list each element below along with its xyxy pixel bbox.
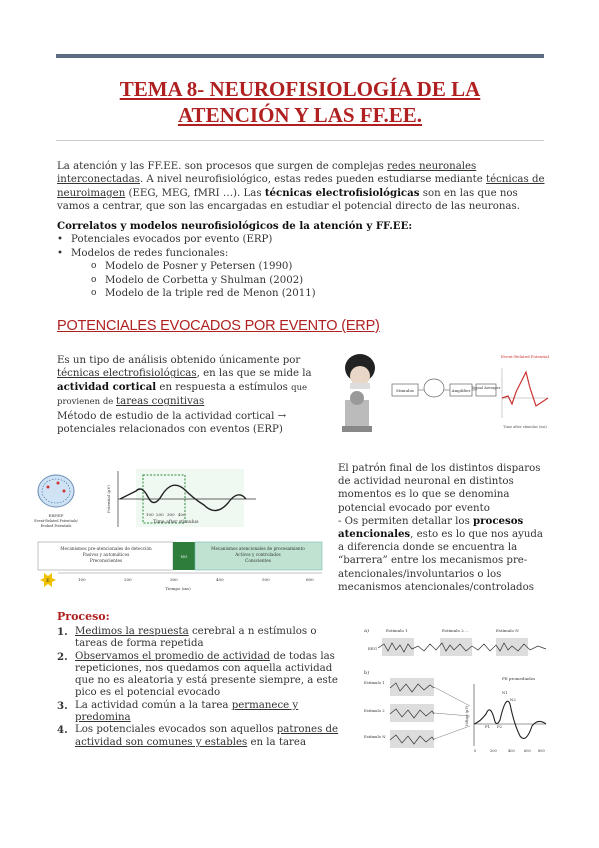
participant-chair-icon	[342, 391, 372, 432]
svg-text:P1: P1	[485, 724, 490, 729]
svg-text:Voltaje (μV): Voltaje (μV)	[465, 705, 469, 727]
title-line-2: ATENCIÓN Y LAS FF.EE.	[177, 103, 423, 127]
brain-icon	[424, 379, 444, 397]
svg-text:N1: N1	[502, 690, 508, 695]
svg-text:Amplifier: Amplifier	[451, 388, 471, 393]
eeg-cap-head-icon	[345, 354, 375, 389]
correlatos-block	[57, 220, 545, 300]
svg-text:0: 0	[474, 749, 477, 753]
erp-setup-figure	[340, 348, 552, 438]
svg-text:Estímulo N: Estímulo N	[364, 734, 386, 739]
svg-text:N2: N2	[510, 697, 516, 702]
svg-text:Estímulo 1: Estímulo 1	[386, 628, 408, 633]
svg-text:a): a)	[364, 628, 369, 634]
svg-text:E: E	[46, 578, 50, 584]
svg-text:PE promediados: PE promediados	[502, 676, 536, 681]
attention-mechanisms-figure	[28, 465, 328, 605]
svg-text:Time after stimulus (ms): Time after stimulus (ms)	[503, 425, 547, 429]
svg-text:100: 100	[146, 512, 154, 517]
svg-text:Estímulo 1: Estímulo 1	[364, 680, 385, 685]
svg-text:Potential (μV): Potential (μV)	[106, 485, 111, 513]
svg-text:Event-Related Potential: Event-Related Potential	[501, 354, 549, 359]
page-title	[40, 76, 560, 128]
svg-text:200: 200	[124, 577, 132, 582]
svg-text:Pasivos y automáticos: Pasivos y automáticos	[82, 552, 130, 557]
patron-paragraph: El patrón final de los distintos disparos de actividad neuronal en distintos momentos es lo que se denomina potencial evocado por evento - Os permiten detallar los procesos atencionales, esto es lo que nos ayuda a diferencia donde se encuentra la “barrera” entre los mecanismos pre-atencionales/involuntarios o los mecanismos atencionales/controlados	[338, 463, 543, 593]
svg-text:300: 300	[167, 512, 175, 517]
step-item: 3. La actividad común a la tarea permanece y predomina	[57, 699, 299, 724]
svg-text:Mecanismos pre-atencionales de: Mecanismos pre-atencionales de detección	[60, 546, 152, 551]
intro-paragraph: La atención y las FF.EE. son procesos que surgen de complejas redes neuronales interconectadas. A nivel neurofisiológico, estas redes pueden estudiarse mediante técnicas de neuroimagen (EEG, MEG, fMRI …). Las técnicas electrofisiológicas son en las que nos vamos a centrar, que son las encargadas en estudiar el potencial directo de las neuronas.	[57, 161, 545, 213]
sub-list-item: o Modelo de Corbetta y Shulman (2002)	[91, 274, 545, 287]
svg-text:b): b)	[364, 670, 370, 676]
svg-text:Event-Related Potentials/: Event-Related Potentials/	[34, 519, 78, 523]
erp-definition: Es un tipo de análisis obtenido únicamente por técnicas electrofisiológicas, en las que se mide la actividad cortical en respuesta a estímulos que provienen de tareas cognitivas Método de estudio de la actividad cortical → potenciales relacionados con eventos (ERP)	[57, 355, 312, 436]
svg-text:200: 200	[490, 749, 497, 753]
svg-text:Estímulo 2 ...: Estímulo 2 ...	[442, 628, 469, 633]
svg-text:600: 600	[306, 577, 314, 582]
svg-text:300: 300	[170, 577, 178, 582]
svg-text:Signal Averager: Signal Averager	[471, 386, 501, 390]
svg-text:400: 400	[216, 577, 224, 582]
svg-text:P2: P2	[497, 724, 502, 729]
top-rule	[56, 54, 544, 58]
svg-text:Preconscientes: Preconscientes	[89, 558, 123, 563]
svg-text:Time after stimulus: Time after stimulus	[153, 520, 199, 525]
step-item: 2. Observamos el promedio de actividad de todas las repeticiones, nos quedamos con aquella actividad que no es aleatoria y está presente siempre, a este pico es el potencial evocado	[57, 650, 338, 699]
svg-text:Estímulo N: Estímulo N	[496, 628, 519, 633]
averaging-figure	[362, 624, 550, 756]
section-heading-erp: POTENCIALES EVOCADOS POR EVENTO (ERP)	[57, 318, 380, 334]
svg-text:500: 500	[262, 577, 270, 582]
sub-list-item: o Modelo de Posner y Petersen (1990)	[91, 260, 545, 273]
proceso-heading: Proceso:	[57, 610, 110, 623]
title-line-1: TEMA 8- NEUROFISIOLOGÍA DE LA	[119, 77, 481, 101]
svg-text:100: 100	[78, 577, 86, 582]
svg-text:Conscientes: Conscientes	[245, 558, 271, 563]
eeg-head-icon	[38, 475, 74, 507]
sub-list-item: o Modelo de la triple red de Menon (2011)	[91, 287, 545, 300]
list-item: • Modelos de redes funcionales: o Modelo de Posner y Petersen (1990) o Modelo de Corbetta y Shulman (2002) o Modelo de la triple red de Menon (2011)	[57, 247, 545, 301]
proceso-steps	[57, 626, 347, 749]
svg-text:NO: NO	[180, 554, 188, 559]
svg-text:Mecanismos atencionales de pro: Mecanismos atencionales de procesamiento	[211, 546, 305, 551]
svg-text:ERP/EP: ERP/EP	[48, 513, 64, 518]
step-item: 4. Los potenciales evocados son aquellos patrones de actividad son comunes y estables en la tarea	[57, 724, 339, 748]
svg-text:Tiempo (ms): Tiempo (ms)	[165, 586, 191, 591]
svg-text:Stimulus: Stimulus	[396, 388, 414, 393]
correlatos-heading: Correlatos y modelos neurofisiológicos de la atención y FF.EE:	[57, 220, 413, 232]
svg-text:Estímulo 2: Estímulo 2	[364, 708, 385, 713]
svg-text:600: 600	[524, 749, 531, 753]
svg-text:400: 400	[178, 512, 186, 517]
svg-text:Activos y controlados: Activos y controlados	[235, 552, 281, 557]
step-item: 1. Medimos la respuesta cerebral a n estímulos o tareas de forma repetida	[57, 626, 317, 650]
svg-text:200: 200	[156, 512, 164, 517]
svg-text:400: 400	[508, 749, 515, 753]
list-item: • Potenciales evocados por evento (ERP)	[57, 233, 545, 246]
svg-text:Evoked Potentials: Evoked Potentials	[40, 524, 72, 528]
title-divider	[56, 140, 544, 141]
svg-text:800: 800	[538, 749, 545, 753]
svg-text:EEG: EEG	[368, 646, 378, 651]
